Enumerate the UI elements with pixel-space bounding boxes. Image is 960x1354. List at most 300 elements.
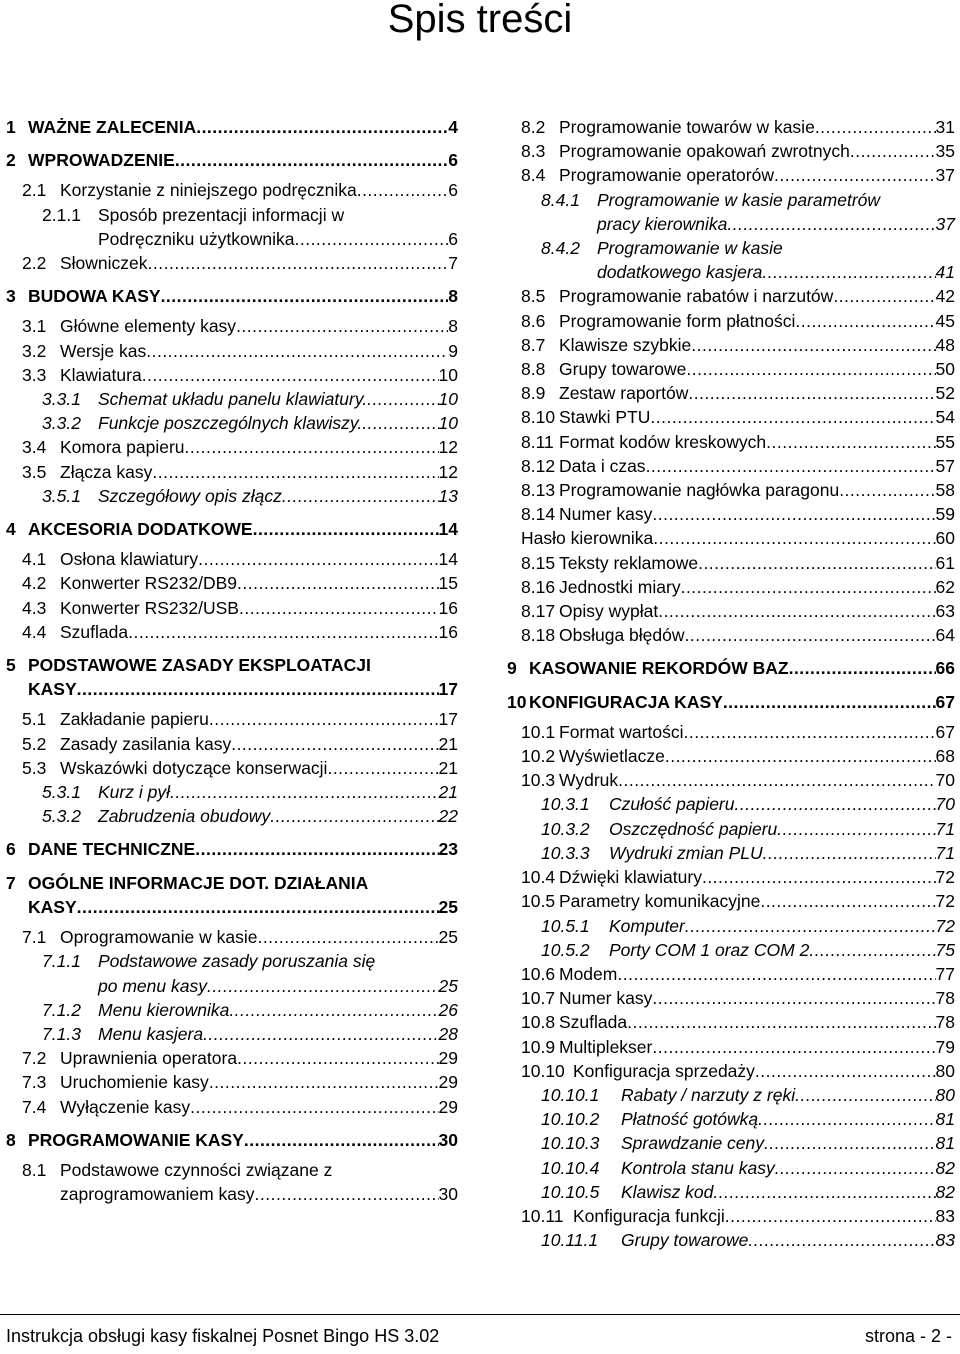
toc-entry-title: Dźwięki klawiatury xyxy=(559,867,702,888)
toc-leader-dots xyxy=(357,178,449,202)
toc-entry-title: Zasady zasilania kasy xyxy=(60,733,232,754)
toc-entry-page: 17 xyxy=(438,679,458,700)
toc-entry[interactable] xyxy=(503,1083,955,1107)
toc-entry-title-continued: zaprogramowaniem kasy xyxy=(60,1184,255,1205)
toc-entry-number: 7.2 xyxy=(22,1048,47,1069)
toc-entry-number: 8 xyxy=(6,1129,16,1150)
toc-entry[interactable] xyxy=(6,804,458,828)
toc-entry[interactable] xyxy=(503,502,955,526)
toc-entry[interactable] xyxy=(6,178,458,202)
toc-entry-number: 8.4 xyxy=(521,165,546,186)
toc-entry-page: 55 xyxy=(935,431,955,452)
toc-entry-page: 14 xyxy=(438,519,458,540)
toc-entry-number: 10.4 xyxy=(521,867,556,888)
toc-leader-dots xyxy=(653,526,935,550)
toc-entry[interactable] xyxy=(503,817,955,841)
toc-entry[interactable] xyxy=(6,251,458,275)
toc-leader-dots xyxy=(766,430,935,454)
toc-entry-title: Podstawowe zasady poruszania się xyxy=(98,951,376,972)
toc-entry-page: 71 xyxy=(935,818,955,839)
toc-entry[interactable] xyxy=(503,889,955,913)
toc-entry-title: Wyłączenie kasy xyxy=(60,1096,191,1117)
toc-entry-page: 31 xyxy=(935,117,955,137)
toc-entry[interactable] xyxy=(503,656,955,680)
toc-entry-title: Wskazówki dotyczące konserwacji xyxy=(60,757,328,778)
toc-entry[interactable] xyxy=(503,405,955,429)
toc-entry-page: 83 xyxy=(935,1205,955,1226)
toc-entry-number: 7.1.2 xyxy=(42,999,81,1020)
toc-entry-number: 8.7 xyxy=(521,334,546,355)
toc-entry-number: 1 xyxy=(6,117,16,137)
toc-leader-dots xyxy=(815,115,936,139)
toc-entry-page: 81 xyxy=(935,1133,955,1154)
toc-leader-dots xyxy=(758,1107,935,1131)
toc-entry[interactable] xyxy=(6,115,458,139)
toc-entry-title: Wyświetlacze xyxy=(559,746,665,767)
toc-entry-page: 59 xyxy=(935,504,955,525)
toc-entry-title: Szuflada xyxy=(559,1012,628,1033)
toc-entry-page: 23 xyxy=(438,839,458,860)
toc-entry[interactable] xyxy=(6,949,458,997)
toc-leader-dots xyxy=(77,895,439,919)
toc-leader-dots xyxy=(777,817,935,841)
toc-entry-title: Sposób prezentacji informacji w xyxy=(98,204,345,225)
toc-entry[interactable] xyxy=(6,517,458,541)
toc-entry-title: DANE TECHNICZNE xyxy=(28,839,196,860)
toc-entry-number: 3.5 xyxy=(22,461,47,482)
toc-entry[interactable] xyxy=(6,780,458,804)
toc-entry-number: 10.9 xyxy=(521,1036,556,1057)
toc-entry-page: 82 xyxy=(935,1181,955,1202)
toc-entry-title: Zakładanie papieru xyxy=(60,709,209,730)
toc-entry-title: Hasło kierownika xyxy=(521,528,654,549)
toc-entry-title: Korzystanie z niniejszego podręcznika xyxy=(60,180,357,201)
toc-entry[interactable] xyxy=(6,460,458,484)
toc-entry[interactable] xyxy=(6,411,458,435)
toc-leader-dots xyxy=(691,333,935,357)
toc-entry-number: 10.3.3 xyxy=(541,842,590,863)
toc-entry-page: 63 xyxy=(935,601,955,622)
toc-entry-number: 10.5 xyxy=(521,891,556,912)
toc-entry-title: Oprogramowanie w kasie xyxy=(60,927,258,948)
toc-entry[interactable] xyxy=(6,284,458,308)
toc-entry-number: 2.2 xyxy=(22,253,47,274)
toc-entry[interactable] xyxy=(6,484,458,508)
toc-column-left xyxy=(6,115,458,1206)
toc-entry[interactable] xyxy=(503,188,955,236)
toc-entry-page: 25 xyxy=(438,896,458,917)
footer-document-title: Instrukcja obsługi kasy fiskalnej Posnet Bingo HS 3.02 xyxy=(6,1326,440,1346)
toc-entry-title: Zabrudzenia obudowy xyxy=(98,806,271,827)
toc-entry[interactable] xyxy=(503,526,955,550)
toc-entry-title: Modem xyxy=(559,963,618,984)
toc-entry-page: 82 xyxy=(935,1157,955,1178)
toc-entry-page: 81 xyxy=(935,1109,955,1130)
toc-entry-number: 9 xyxy=(507,658,517,679)
toc-entry-title: Zestaw raportów xyxy=(559,383,689,404)
toc-entry-title: Menu kasjera xyxy=(98,1023,204,1044)
toc-entry-page: 6 xyxy=(448,180,458,201)
toc-entry-title: Programowanie form płatności xyxy=(559,310,796,331)
toc-entry-title: Kurz i pył xyxy=(98,782,170,803)
toc-leader-dots xyxy=(789,656,936,680)
toc-entry[interactable] xyxy=(503,720,955,744)
toc-entry-number: 6 xyxy=(6,839,16,860)
toc-entry-title: Obsługa błędów xyxy=(559,625,685,646)
toc-entry[interactable] xyxy=(503,962,955,986)
toc-entry[interactable] xyxy=(503,454,955,478)
toc-entry[interactable] xyxy=(503,575,955,599)
toc-entry-page: 54 xyxy=(935,407,955,428)
toc-entry[interactable] xyxy=(503,309,955,333)
toc-entry-number: 8.4.1 xyxy=(541,189,580,210)
toc-entry[interactable] xyxy=(503,430,955,454)
toc-entry-title: Słowniczek xyxy=(60,253,148,274)
toc-entry-page: 72 xyxy=(935,915,955,936)
toc-entry-number: 5 xyxy=(6,655,16,676)
toc-entry[interactable] xyxy=(6,571,458,595)
toc-entry[interactable] xyxy=(503,1156,955,1180)
toc-entry[interactable] xyxy=(503,768,955,792)
toc-entry-title: KONFIGURACJA KASY xyxy=(529,691,723,712)
toc-entry-number: 4.3 xyxy=(22,597,47,618)
toc-entry-page: 37 xyxy=(935,165,955,186)
toc-entry-title: Komputer xyxy=(609,915,685,936)
toc-entry[interactable] xyxy=(503,1035,955,1059)
toc-entry[interactable] xyxy=(503,115,955,139)
toc-leader-dots xyxy=(686,357,935,381)
toc-entry-page: 64 xyxy=(935,625,955,646)
toc-entry[interactable] xyxy=(503,690,955,714)
toc-entry-page: 68 xyxy=(935,746,955,767)
toc-entry-number: 10.10.5 xyxy=(541,1181,600,1202)
toc-entry-number: 5.1 xyxy=(22,709,47,730)
toc-entry[interactable] xyxy=(6,339,458,363)
toc-leader-dots xyxy=(762,260,935,284)
toc-leader-dots xyxy=(237,1046,438,1070)
toc-entry[interactable] xyxy=(503,841,955,865)
toc-leader-dots xyxy=(618,768,935,792)
toc-entry-page: 17 xyxy=(438,709,458,730)
toc-entry[interactable] xyxy=(6,1158,458,1206)
toc-entry[interactable] xyxy=(503,792,955,816)
toc-entry[interactable] xyxy=(503,1131,955,1155)
toc-leader-dots xyxy=(775,1156,936,1180)
toc-leader-dots xyxy=(142,363,439,387)
toc-entry-title-continued: KASY xyxy=(28,896,77,917)
toc-entry[interactable] xyxy=(503,865,955,889)
toc-entry-number: 8.13 xyxy=(521,480,556,501)
toc-leader-dots xyxy=(839,478,935,502)
toc-entry-number: 10.10.3 xyxy=(541,1133,600,1154)
toc-entry-title: Główne elementy kasy xyxy=(60,316,237,337)
toc-entry-number: 7.1.3 xyxy=(42,1023,81,1044)
toc-entry[interactable] xyxy=(503,744,955,768)
toc-entry[interactable] xyxy=(6,653,458,701)
toc-entry-page: 52 xyxy=(935,383,955,404)
toc-entry-title: Schemat układu panelu klawiatury. xyxy=(98,389,368,410)
toc-entry-title: Grupy towarowe xyxy=(621,1230,749,1251)
toc-leader-dots xyxy=(207,974,439,998)
toc-entry-number: 8.5 xyxy=(521,286,546,307)
toc-leader-dots xyxy=(362,411,438,435)
toc-entry-title: Programowanie nagłówka paragonu xyxy=(559,480,840,501)
toc-entry[interactable] xyxy=(503,478,955,502)
toc-entry-number: 8.1 xyxy=(22,1159,47,1180)
toc-entry-title: Złącza kasy xyxy=(60,461,153,482)
toc-entry-title: Porty COM 1 oraz COM 2 xyxy=(609,939,810,960)
toc-leader-dots xyxy=(683,720,935,744)
toc-entry-number: 10.8 xyxy=(521,1012,556,1033)
toc-entry-number: 8.10 xyxy=(521,407,556,428)
toc-entry-page: 6 xyxy=(448,150,458,171)
toc-entry-page: 80 xyxy=(935,1084,955,1105)
toc-entry-title: Klawisze szybkie xyxy=(559,334,692,355)
toc-entry-page: 62 xyxy=(935,576,955,597)
toc-leader-dots xyxy=(688,381,935,405)
toc-entry-page: 22 xyxy=(438,806,458,827)
toc-entry-number: 10.2 xyxy=(521,746,556,767)
toc-entry-number: 3.3.1 xyxy=(42,389,81,410)
toc-leader-dots xyxy=(755,1059,936,1083)
toc-leader-dots xyxy=(175,148,448,172)
toc-leader-dots xyxy=(850,139,936,163)
toc-entry-page: 77 xyxy=(935,963,955,984)
toc-entry-page: 13 xyxy=(438,485,458,506)
toc-entry[interactable] xyxy=(6,1070,458,1094)
toc-entry[interactable] xyxy=(503,1180,955,1204)
toc-entry-page: 25 xyxy=(438,975,458,996)
toc-entry-title: WPROWADZENIE xyxy=(28,150,175,171)
toc-entry-page: 29 xyxy=(438,1096,458,1117)
toc-entry-title-continued: dodatkowego kasjera xyxy=(597,262,763,283)
toc-leader-dots xyxy=(734,792,935,816)
toc-entry-page: 78 xyxy=(935,988,955,1009)
toc-leader-dots xyxy=(650,405,935,429)
toc-entry[interactable] xyxy=(503,551,955,575)
toc-entry[interactable] xyxy=(6,707,458,731)
toc-entry-page: 72 xyxy=(935,867,955,888)
toc-entry-title: Programowanie rabatów i narzutów xyxy=(559,286,834,307)
toc-entry-number: 8.8 xyxy=(521,359,546,380)
toc-entry[interactable] xyxy=(503,163,955,187)
toc-entry-title: Numer kasy xyxy=(559,504,653,525)
toc-entry-number: 4.2 xyxy=(22,573,47,594)
toc-entry[interactable] xyxy=(503,623,955,647)
toc-entry[interactable] xyxy=(6,314,458,338)
toc-entry[interactable] xyxy=(503,139,955,163)
toc-entry-number: 10.3 xyxy=(521,770,556,791)
toc-entry-page: 70 xyxy=(935,794,955,815)
toc-entry-title: Komora papieru xyxy=(60,437,185,458)
toc-entry-number: 8.14 xyxy=(521,504,556,525)
toc-entry-title: Konfiguracja funkcji xyxy=(573,1205,725,1226)
toc-entry[interactable] xyxy=(6,435,458,459)
toc-entry-title: Jednostki miary xyxy=(559,576,681,597)
toc-leader-dots xyxy=(698,551,935,575)
toc-entry[interactable] xyxy=(503,986,955,1010)
toc-leader-dots xyxy=(652,1035,935,1059)
toc-leader-dots xyxy=(282,484,439,508)
toc-entry-title: WAŻNE ZALECENIA xyxy=(28,117,197,137)
toc-entry-number: 8.4.2 xyxy=(541,238,580,259)
toc-entry-title: Sprawdzanie ceny xyxy=(621,1133,764,1154)
page-title: Spis treści xyxy=(387,0,573,41)
toc-entry-number: 8.9 xyxy=(521,383,546,404)
toc-entry-number: 10.5.2 xyxy=(541,939,590,960)
toc-leader-dots xyxy=(795,1083,935,1107)
toc-entry-number: 3.4 xyxy=(22,437,47,458)
toc-leader-dots xyxy=(685,914,936,938)
toc-entry-number: 8.15 xyxy=(521,552,556,573)
toc-entry[interactable] xyxy=(6,547,458,571)
toc-entry-number: 10.7 xyxy=(521,988,556,1009)
toc-entry-page: 50 xyxy=(935,359,955,380)
toc-leader-dots xyxy=(723,690,936,714)
toc-entry-page: 42 xyxy=(935,286,955,307)
toc-entry-title: Programowanie operatorów xyxy=(559,165,774,186)
toc-entry-title: Parametry komunikacyjne xyxy=(559,891,761,912)
toc-entry[interactable] xyxy=(503,1228,955,1252)
toc-entry-title: Wersje kas xyxy=(60,340,147,361)
toc-entry-title: Numer kasy xyxy=(559,988,653,1009)
toc-entry-number: 7.1 xyxy=(22,927,47,948)
toc-entry-number: 10.3.1 xyxy=(541,794,590,815)
toc-entry-page: 4 xyxy=(448,117,458,137)
toc-entry[interactable] xyxy=(503,381,955,405)
toc-entry-title: Klawisz kod xyxy=(621,1181,714,1202)
toc-entry[interactable] xyxy=(503,284,955,308)
toc-entry-page: 10 xyxy=(438,413,458,434)
toc-leader-dots xyxy=(652,986,935,1010)
toc-entry-page: 75 xyxy=(935,939,955,960)
toc-entry[interactable] xyxy=(6,1022,458,1046)
toc-leader-dots xyxy=(763,841,936,865)
toc-entry-title: PROGRAMOWANIE KASY xyxy=(28,1129,244,1150)
toc-entry-page: 61 xyxy=(935,552,955,573)
toc-entry[interactable] xyxy=(503,914,955,938)
toc-leader-dots xyxy=(239,596,439,620)
toc-entry[interactable] xyxy=(6,387,458,411)
toc-entry[interactable] xyxy=(6,203,458,251)
toc-entry[interactable] xyxy=(6,596,458,620)
toc-entry-page: 14 xyxy=(438,549,458,570)
toc-leader-dots xyxy=(253,517,439,541)
toc-entry[interactable] xyxy=(6,620,458,644)
toc-entry-page: 12 xyxy=(438,437,458,458)
toc-entry[interactable] xyxy=(6,1128,458,1152)
toc-entry[interactable] xyxy=(6,998,458,1022)
toc-entry-number: 4.1 xyxy=(22,549,47,570)
toc-entry[interactable] xyxy=(6,1046,458,1070)
toc-leader-dots xyxy=(774,163,936,187)
toc-entry-title: Data i czas xyxy=(559,455,646,476)
toc-leader-dots xyxy=(764,1131,936,1155)
toc-leader-dots xyxy=(231,732,438,756)
toc-entry-title: Szuflada xyxy=(60,621,129,642)
toc-entry-page: 15 xyxy=(438,573,458,594)
toc-entry-page: 78 xyxy=(935,1012,955,1033)
toc-entry[interactable] xyxy=(6,837,458,861)
toc-leader-dots xyxy=(795,309,935,333)
toc-entry-number: 8.3 xyxy=(521,141,546,162)
toc-entry-title-continued: po menu kasy xyxy=(98,975,207,996)
toc-entry[interactable] xyxy=(6,925,458,949)
toc-entry-page: 16 xyxy=(438,621,458,642)
toc-leader-dots xyxy=(327,756,438,780)
toc-leader-dots xyxy=(727,212,935,236)
toc-entry-title: Osłona klawiatury xyxy=(60,549,199,570)
toc-entry-title: BUDOWA KASY xyxy=(28,286,161,307)
toc-entry-page: 67 xyxy=(935,691,955,712)
toc-entry[interactable] xyxy=(503,599,955,623)
toc-entry[interactable] xyxy=(503,357,955,381)
toc-leader-dots xyxy=(190,1095,438,1119)
toc-entry[interactable] xyxy=(503,1010,955,1034)
toc-entry-title: Konwerter RS232/USB xyxy=(60,597,239,618)
toc-leader-dots xyxy=(152,460,438,484)
toc-entry[interactable] xyxy=(6,363,458,387)
toc-entry-number: 10.1 xyxy=(521,721,556,742)
toc-leader-dots xyxy=(255,1182,439,1206)
toc-entry-number: 8.2 xyxy=(521,117,546,137)
toc-entry-page: 28 xyxy=(438,1023,458,1044)
toc-entry[interactable] xyxy=(6,1095,458,1119)
toc-entry-title: Menu kierownika xyxy=(98,999,230,1020)
toc-entry-title: Klawiatura xyxy=(60,364,142,385)
toc-entry-title: Grupy towarowe xyxy=(559,359,687,380)
toc-entry-number: 7 xyxy=(6,872,16,893)
toc-entry-title: Uprawnienia operatora xyxy=(60,1048,238,1069)
toc-entry-number: 3.3 xyxy=(22,364,47,385)
toc-entry[interactable] xyxy=(6,871,458,919)
toc-entry[interactable] xyxy=(503,1204,955,1228)
toc-entry-title-continued: KASY xyxy=(28,679,77,700)
toc-entry-number: 5.2 xyxy=(22,733,47,754)
toc-entry-page: 8 xyxy=(448,286,458,307)
toc-entry-number: 10.10.2 xyxy=(541,1109,600,1130)
toc-leader-dots xyxy=(617,962,935,986)
toc-leader-dots xyxy=(203,1022,438,1046)
toc-entry-page: 6 xyxy=(448,228,458,249)
toc-entry[interactable] xyxy=(503,938,955,962)
toc-entry[interactable] xyxy=(6,732,458,756)
toc-entry-title-continued: Podręczniku użytkownika xyxy=(98,228,295,249)
toc-entry-number: 7.1.1 xyxy=(42,951,81,972)
toc-entry-number: 5.3.1 xyxy=(42,782,81,803)
toc-entry-page: 48 xyxy=(935,334,955,355)
toc-entry-page: 72 xyxy=(935,891,955,912)
toc-leader-dots xyxy=(229,998,438,1022)
toc-entry[interactable] xyxy=(503,1107,955,1131)
toc-entry[interactable] xyxy=(6,756,458,780)
toc-leader-dots xyxy=(128,620,438,644)
toc-entry-page: 21 xyxy=(438,782,458,803)
toc-entry-page: 80 xyxy=(935,1060,955,1081)
toc-leader-dots xyxy=(237,571,438,595)
toc-entry-title: Konwerter RS232/DB9 xyxy=(60,573,238,594)
toc-leader-dots xyxy=(367,387,438,411)
toc-entry-number: 10.3.2 xyxy=(541,818,590,839)
toc-entry[interactable] xyxy=(503,236,955,284)
toc-entry-number: 2.1.1 xyxy=(42,204,81,225)
toc-entry[interactable] xyxy=(503,333,955,357)
toc-entry[interactable] xyxy=(503,1059,955,1083)
toc-entry-number: 8.12 xyxy=(521,455,556,476)
toc-entry[interactable] xyxy=(6,148,458,172)
toc-entry-page: 16 xyxy=(438,597,458,618)
toc-leader-dots xyxy=(652,502,935,526)
